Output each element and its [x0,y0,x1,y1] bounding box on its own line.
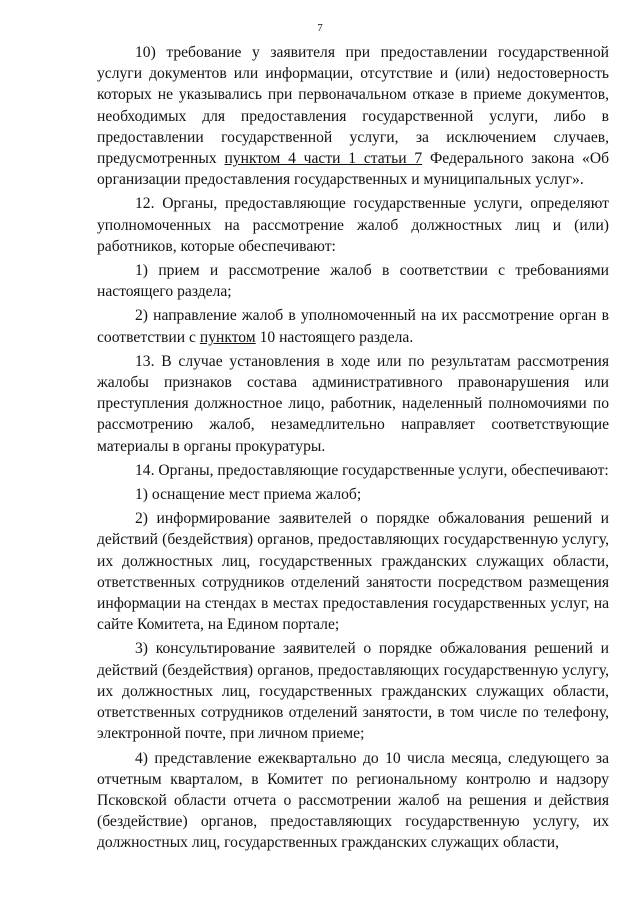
paragraph [97,193,609,257]
paragraph-text: 13. В случае установления в ходе или по результатам рассмотрения жалобы признаков состава административного правонарушения или преступления должностное лицо, работник, наделенный полномочиями по рассмотрению жалоб, незамедлительно направляет соответствующие материалы в органы прокуратуры. [97,352,609,455]
paragraph [97,484,609,505]
paragraph [97,42,609,190]
paragraph-text: 3) консультирование заявителей о порядке обжалования решений и действий (бездействия) органов, предоставляющих государственную услугу, их должностных лиц, государственных гражданских служащих области, ответственных сотрудников отделений занятости, в том числе по телефону, электронной почте, при личном приеме; [97,640,609,743]
paragraph-text: 1) прием и рассмотрение жалоб в соответствии с требованиями настоящего раздела; [97,262,609,301]
paragraph-text: 10 настоящего раздела. [255,328,414,346]
paragraph-text: 2) направление жалоб в уполномоченный на их рассмотрение орган в соответствии с [97,307,609,346]
paragraph [97,351,609,457]
document-body [97,42,609,857]
paragraph [97,460,609,481]
paragraph [97,638,609,744]
paragraph-text: 4) представление ежеквартально до 10 числа месяца, следующего за отчетным кварталом, в Комитет по региональному контролю и надзору Псковской области отчета о рассмотрении жалоб на решения и действия (бездействие) органов, предоставляющих государственную услугу, их должностных лиц, государственных гражданских служащих области, [97,749,609,852]
paragraph-text: 2) информирование заявителей о порядке обжалования решений и действий (бездействия) органов, предоставляющих государственную услугу, их должностных лиц, государственных гражданских служащих области, ответственных сотрудников отделений занятости посредством размещения информации на стендах в местах предоставления государственных услуг, на сайте Комитета, на Едином портале; [97,510,609,634]
law-reference-link[interactable]: пунктом [199,328,256,346]
law-reference-link[interactable]: пунктом 4 части 1 статьи 7 [224,150,423,168]
paragraph-text: Федерального закона «Об организации предоставления государственных и муниципальных услуг». [97,150,610,189]
paragraph-text: 14. Органы, предоставляющие государственные услуги, обеспечивают: [135,461,609,479]
paragraph-text: 12. Органы, предоставляющие государственные услуги, определяют уполномоченных на рассмотрение жалоб должностных лиц и (или) работников, которые обеспечивают: [97,195,609,255]
paragraph-text: 1) оснащение мест приема жалоб; [135,486,362,504]
paragraph [97,508,609,635]
page-number: 7 [317,22,323,34]
paragraph [97,748,609,854]
paragraph [97,305,609,347]
paragraph-text: 10) требование у заявителя при предоставлении государственной услуги документов или информации, отсутствие и (или) недостоверность которых не указывались при первоначальном отказе в приеме документов, необходимых для предоставления государственной услуги, либо в предоставлении государственной услуги, за исключением случаев, предусмотренных [97,44,609,168]
paragraph [97,260,609,302]
